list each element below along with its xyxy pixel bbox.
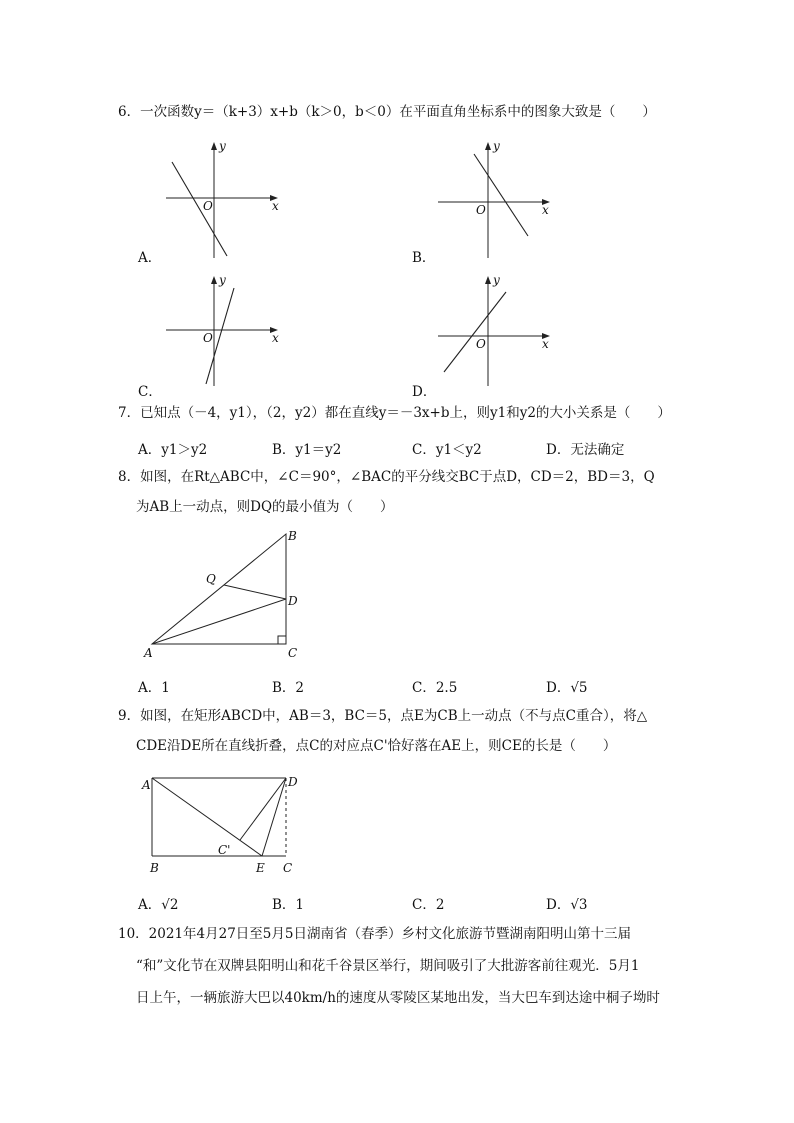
segment-dq: [224, 585, 286, 599]
graph-line: [172, 162, 227, 256]
graph-line: [474, 154, 528, 236]
q10-line1: 10．2021年4月27日至5月5日湖南省（春季）乡村文化旅游节暨湖南阳明山第十三届: [118, 926, 631, 942]
q6-option-b: B．: [412, 250, 436, 266]
q6-option-d: D．: [412, 384, 437, 400]
segment-ad: [152, 599, 286, 644]
label-a: A: [144, 646, 153, 660]
q8-stem-line2: 为AB上一动点，则DQ的最小值为（ ）: [136, 499, 394, 515]
y-axis-arrow: [485, 142, 491, 150]
origin-label: O: [476, 203, 486, 217]
origin-label: O: [203, 331, 213, 345]
label-d: D: [288, 594, 298, 608]
q8-option-d: D．√5: [546, 680, 588, 696]
segment-de: [262, 778, 286, 856]
q8-stem-line1: 8．如图，在Rt△ABC中，∠C＝90°，∠BAC的平分线交BC于点D，CD＝2，BD＝3，Q: [118, 469, 655, 485]
label-d: D: [288, 775, 298, 789]
label-c: C: [288, 646, 298, 660]
q7-option-c: C．y1＜y2: [412, 442, 482, 458]
x-label: x: [272, 199, 279, 213]
q8-option-a: A．1: [138, 680, 170, 696]
segment-ae: [152, 778, 262, 856]
x-label: x: [272, 331, 279, 345]
q6-graph-c: [160, 272, 290, 388]
q7-option-a: A．y1＞y2: [138, 442, 208, 458]
graph-line: [444, 292, 506, 372]
y-label: y: [493, 139, 500, 153]
q10-line2: “和”文化节在双牌县阳明山和花千谷景区举行，期间吸引了大批游客前往观光．5月1: [136, 958, 640, 974]
q6-option-a: A．: [138, 250, 162, 266]
x-label: x: [542, 337, 549, 351]
segment-dc-prime: [240, 778, 286, 840]
q6-graph-a: [160, 138, 290, 262]
label-q: Q: [206, 572, 216, 586]
origin-label: O: [203, 199, 213, 213]
x-label: x: [542, 203, 549, 217]
q9-option-a: A．√2: [138, 897, 179, 913]
label-b: B: [150, 861, 159, 875]
y-axis-arrow: [211, 276, 217, 284]
q8-figure: [140, 526, 310, 662]
y-axis-arrow: [211, 142, 217, 150]
q8-option-b: B．2: [272, 680, 305, 696]
label-c: C: [283, 861, 293, 875]
y-label: y: [219, 273, 226, 287]
q7-option-b: B．y1＝y2: [272, 442, 342, 458]
label-a: A: [142, 778, 151, 792]
q6-graph-d: [432, 272, 562, 388]
q6-option-c: C．: [138, 384, 162, 400]
q9-option-d: D．√3: [546, 897, 588, 913]
q9-figure: [140, 770, 310, 876]
triangle-abc: [152, 534, 286, 644]
q8-option-c: C．2.5: [412, 680, 458, 696]
y-axis-arrow: [485, 276, 491, 284]
q6-stem: 6．一次函数y＝（k+3）x+b（k＞0，b＜0）在平面直角坐标系中的图象大致是（ ）: [118, 104, 656, 120]
q7-stem: 7．已知点（－4，y1），（2，y2）都在直线y＝－3x+b上，则y1和y2的大小关系是（ ）: [118, 405, 671, 421]
label-e: E: [256, 861, 265, 875]
origin-label: O: [476, 337, 486, 351]
q9-option-b: B．1: [272, 897, 305, 913]
q6-graph-b: [432, 138, 562, 262]
q7-option-d: D．无法确定: [546, 442, 625, 458]
label-b: B: [288, 529, 297, 543]
q10-line3: 日上午，一辆旅游大巴以40km/h的速度从零陵区某地出发，当大巴车到达途中桐子坳时: [136, 990, 660, 1006]
q9-stem-line2: CDE沿DE所在直线折叠，点C的对应点C'恰好落在AE上，则CE的长是（ ）: [136, 738, 617, 754]
y-label: y: [219, 139, 226, 153]
q9-stem-line1: 9．如图，在矩形ABCD中，AB＝3，BC＝5，点E为CB上一动点（不与点C重合），将△: [118, 708, 648, 724]
y-label: y: [493, 273, 500, 287]
right-angle-mark: [278, 636, 286, 644]
label-c-prime: C': [218, 843, 231, 857]
q9-option-c: C．2: [412, 897, 445, 913]
